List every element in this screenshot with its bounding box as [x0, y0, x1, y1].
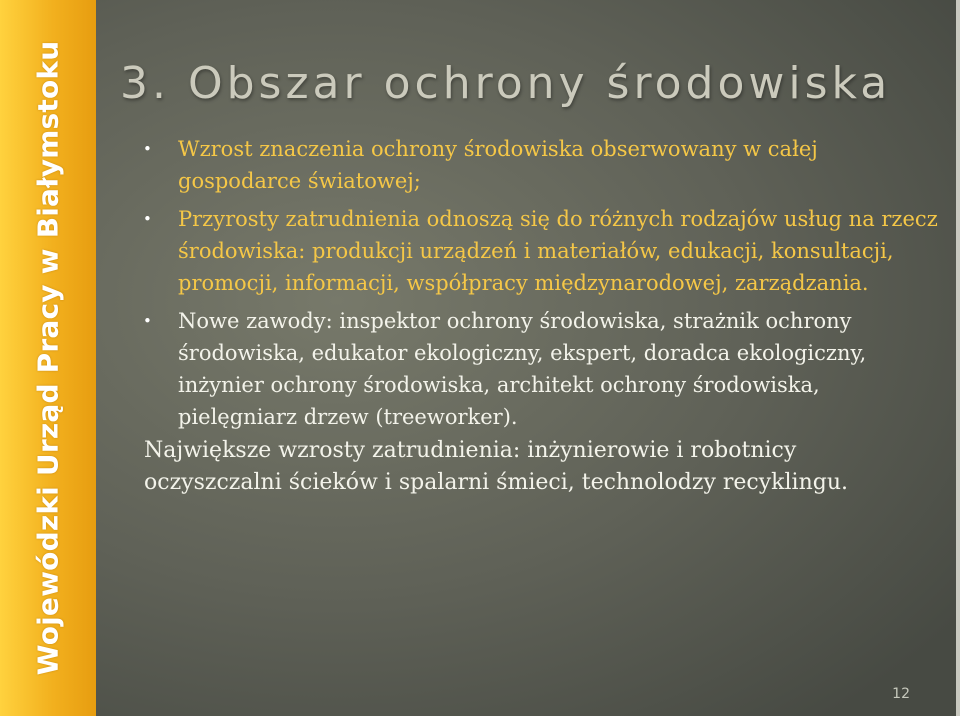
bullet-marker: • [143, 210, 152, 228]
page-number: 12 [892, 686, 910, 702]
bullet-text: Nowe zawody: inspektor ochrony środowiska, strażnik ochrony środowiska, edukator ekologiczny, ekspert, doradca ekologiczny, inżynier ochrony środowiska, architekt ochrony środowiska, pielęgniarz drzew (treeworker). [178, 309, 867, 429]
summary-paragraph: Największe wzrosty zatrudnienia: inżynierowie i robotnicy oczyszczalni ścieków i spalarni śmieci, technolodzy recyklingu. [144, 438, 848, 495]
bullet-list [138, 133, 938, 433]
bullet-text: Wzrost znaczenia ochrony środowiska obserwowany w całej gospodarce światowej; [178, 137, 818, 193]
sidebar-organization-name: Wojewódzki Urząd Pracy w Białymstoku [31, 40, 65, 676]
bullet-marker: • [143, 140, 152, 158]
sidebar-band [0, 0, 96, 716]
bullet-item [138, 305, 938, 433]
bullet-marker: • [143, 312, 152, 330]
bullet-item [138, 203, 938, 299]
bullet-item [138, 133, 938, 197]
slide-title: 3. Obszar ochrony środowiska [120, 58, 892, 109]
slide-panel [96, 0, 960, 716]
slide-content [138, 133, 938, 499]
bullet-text: Przyrosty zatrudnienia odnoszą się do różnych rodzajów usług na rzecz środowiska: produkcji urządzeń i materiałów, edukacji, konsultacji, promocji, informacji, współpracy międzynarodowej, zarządzania. [178, 207, 938, 295]
